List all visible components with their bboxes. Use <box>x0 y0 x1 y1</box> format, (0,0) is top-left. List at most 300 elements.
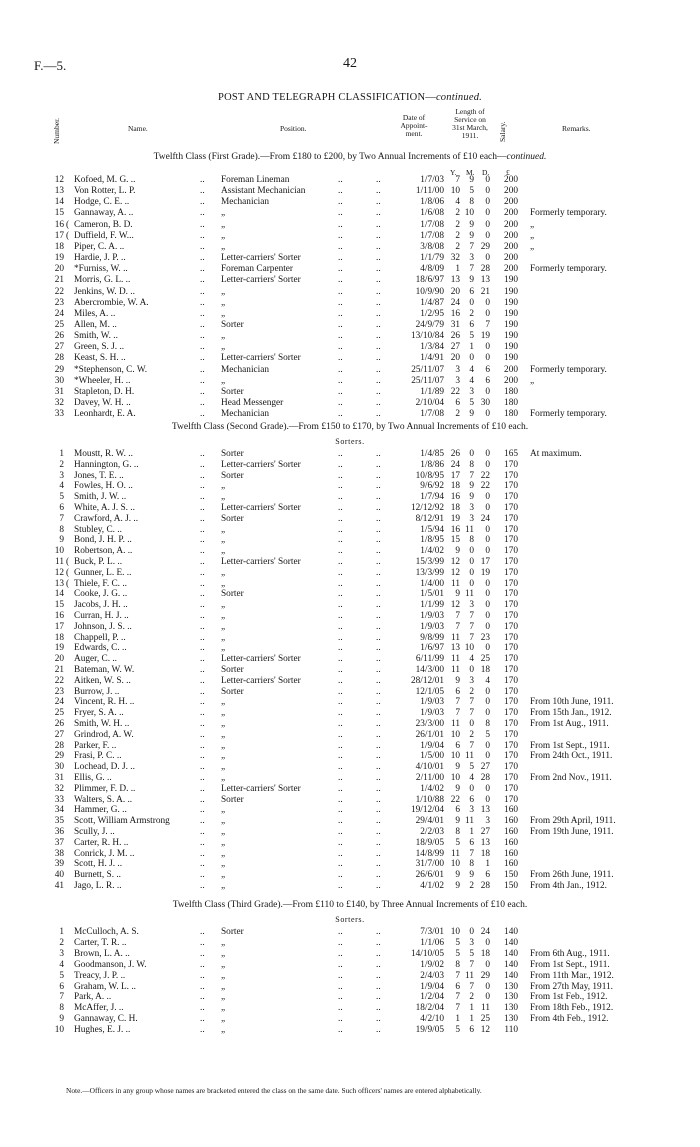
service-months: 4 <box>469 654 474 665</box>
table-row <box>0 870 700 881</box>
salary-value: 160 <box>504 827 518 837</box>
service-months: 8 <box>469 859 474 870</box>
service-months: 5 <box>469 948 474 959</box>
leader-dots: .. <box>376 783 381 794</box>
leader-dots: .. <box>200 1025 205 1036</box>
service-months: 3 <box>469 503 474 513</box>
table-row <box>0 960 700 971</box>
service-days: 19 <box>480 331 490 342</box>
appointment-date: 18/9/05 <box>415 837 444 848</box>
service-years: 3 <box>455 375 460 386</box>
officer-position: „ <box>221 708 226 719</box>
salary-value: 170 <box>504 794 518 805</box>
leader-dots: .. <box>376 751 381 762</box>
salary-value: 190 <box>504 275 518 286</box>
service-days: 0 <box>485 253 490 264</box>
appointment-date: 9/6/92 <box>420 481 444 492</box>
officer-position: Sorter <box>221 794 244 805</box>
row-number: 18 <box>54 241 64 252</box>
service-days: 24 <box>480 927 490 937</box>
leader-dots: .. <box>200 409 205 420</box>
service-months: 0 <box>469 567 474 578</box>
table-row <box>0 773 700 784</box>
leader-dots: .. <box>338 175 343 185</box>
salary-value: 170 <box>504 643 518 654</box>
officer-position: „ <box>221 697 226 708</box>
leader-dots: .. <box>200 459 205 470</box>
salary-value: 170 <box>504 751 518 762</box>
service-months: 2 <box>469 729 474 740</box>
row-number: 25 <box>54 319 64 330</box>
row-number: 32 <box>54 783 64 794</box>
leader-dots: .. <box>200 308 205 319</box>
officer-position: „ <box>221 643 226 654</box>
officer-name: Hughes, E. J. .. <box>74 1025 131 1036</box>
table-row <box>0 1003 700 1014</box>
table-row <box>0 719 700 730</box>
row-number: 9 <box>59 535 64 546</box>
officer-name: Keast, S. H. .. <box>74 353 126 364</box>
appointment-date: 2/10/04 <box>415 398 444 408</box>
row-number: 2 <box>59 937 64 948</box>
leader-dots: .. <box>200 386 205 397</box>
salary-value: 170 <box>504 535 518 546</box>
leader-dots: .. <box>376 503 381 513</box>
service-years: 6 <box>455 805 460 816</box>
service-days: 0 <box>485 208 490 219</box>
row-number: 25 <box>54 708 64 719</box>
service-months: 9 <box>469 175 474 185</box>
service-months: 3 <box>469 513 474 524</box>
leader-dots: .. <box>338 557 343 567</box>
officer-name: Cameron, B. D. <box>74 219 133 230</box>
leader-dots: .. <box>200 253 205 264</box>
service-days: 0 <box>485 230 490 241</box>
leader-dots: .. <box>376 859 381 870</box>
table-row <box>0 971 700 982</box>
leader-dots: .. <box>376 1014 381 1025</box>
table-row <box>0 331 700 342</box>
service-months: 1 <box>469 1003 474 1014</box>
officer-position: Letter-carriers' Sorter <box>221 275 301 286</box>
leader-dots: .. <box>376 481 381 492</box>
service-years: 10 <box>450 729 460 740</box>
officer-position: „ <box>221 535 226 546</box>
officer-name: Hannington, G. .. <box>74 459 139 470</box>
salary-value: 190 <box>504 319 518 330</box>
leader-dots: .. <box>376 557 381 567</box>
table-row <box>0 342 700 353</box>
column-headers <box>0 108 700 148</box>
leader-dots: .. <box>376 546 381 557</box>
table-row <box>0 220 700 231</box>
table-row <box>0 460 700 471</box>
leader-dots: .. <box>376 297 381 308</box>
row-number: 4 <box>59 481 64 492</box>
leader-dots: .. <box>338 481 343 492</box>
service-months: 4 <box>469 773 474 783</box>
leader-dots: .. <box>376 948 381 959</box>
remarks-text: Formerly temporary. <box>530 409 607 420</box>
leader-dots: .. <box>376 535 381 546</box>
service-months: 5 <box>469 186 474 197</box>
appointment-date: 8/12/91 <box>415 513 444 524</box>
leader-dots: .. <box>338 535 343 546</box>
service-days: 0 <box>485 492 490 503</box>
salary-value: 170 <box>504 762 518 773</box>
appointment-date: 1/2/04 <box>420 992 444 1003</box>
leader-dots: .. <box>338 740 343 751</box>
table-row <box>0 546 700 557</box>
officer-name: Bond, J. H. P. .. <box>74 535 132 546</box>
service-months: 8 <box>469 459 474 470</box>
service-months: 9 <box>469 492 474 503</box>
service-years: 4 <box>455 197 460 208</box>
leader-dots: .. <box>338 264 343 275</box>
officer-name: Bateman, W. W. <box>74 665 135 675</box>
service-years: 5 <box>455 837 460 848</box>
appointment-date: 1/8/95 <box>420 535 444 546</box>
officer-name: *Stephenson, C. W. <box>74 364 148 375</box>
leader-dots: .. <box>338 353 343 364</box>
service-years: 10 <box>450 773 460 783</box>
table-row <box>0 409 700 420</box>
appointment-date: 24/9/79 <box>415 319 444 330</box>
service-years: 18 <box>450 481 460 492</box>
service-years: 11 <box>451 665 460 675</box>
service-years: 27 <box>450 342 460 353</box>
service-years: 26 <box>450 331 460 342</box>
service-months: 11 <box>465 589 474 600</box>
appointment-date: 1/6/08 <box>420 208 444 219</box>
leader-dots: .. <box>200 837 205 848</box>
service-years: 26 <box>450 449 460 459</box>
table-row <box>0 353 700 364</box>
table-row <box>0 708 700 719</box>
service-days: 0 <box>485 386 490 397</box>
row-number: 14 <box>54 589 64 600</box>
leader-dots: .. <box>338 342 343 353</box>
bracket-mark: ( <box>66 557 70 567</box>
officer-position: „ <box>221 948 226 959</box>
leader-dots: .. <box>376 870 381 881</box>
appointment-date: 18/2/04 <box>415 1003 444 1014</box>
officer-position: Sorter <box>221 686 244 697</box>
col-length: Length of Service on 31st March, 1911. <box>452 107 488 140</box>
remarks-text: „ <box>530 230 535 241</box>
salary-value: 200 <box>504 208 518 219</box>
appointment-date: 1/8/06 <box>420 197 444 208</box>
leader-dots: .. <box>200 870 205 881</box>
officer-position: „ <box>221 837 226 848</box>
service-months: 9 <box>469 219 474 230</box>
officer-position: „ <box>221 1014 226 1025</box>
appointment-date: 4/10/01 <box>415 762 444 773</box>
leader-dots: .. <box>376 970 381 981</box>
service-days: 0 <box>485 503 490 513</box>
remarks-text: From 1st Sept., 1911. <box>530 740 610 751</box>
service-days: 19 <box>480 567 490 578</box>
salary-value: 150 <box>504 881 518 891</box>
table-row <box>0 525 700 536</box>
row-number: 36 <box>54 827 64 837</box>
leader-dots: .. <box>200 773 205 783</box>
service-months: 8 <box>469 535 474 546</box>
service-years: 11 <box>451 578 460 589</box>
salary-value: 170 <box>504 654 518 665</box>
salary-value: 200 <box>504 375 518 386</box>
leader-dots: .. <box>200 241 205 252</box>
officer-name: Fowles, H. O. .. <box>74 481 133 492</box>
officer-name: Morris, G. L. .. <box>74 275 131 286</box>
row-number: 28 <box>54 353 64 364</box>
officer-position: „ <box>221 308 226 319</box>
table-row <box>0 376 700 387</box>
service-years: 9 <box>455 589 460 600</box>
remarks-text: From 1st Sept., 1911. <box>530 959 610 970</box>
service-years: 6 <box>455 740 460 751</box>
service-months: 3 <box>469 386 474 397</box>
leader-dots: .. <box>376 197 381 208</box>
officer-name: *Wheeler, H. .. <box>74 375 131 386</box>
service-days: 18 <box>480 848 490 859</box>
row-number: 7 <box>59 513 64 524</box>
service-days: 28 <box>480 773 490 783</box>
service-days: 24 <box>480 513 490 524</box>
leader-dots: .. <box>200 481 205 492</box>
leader-dots: .. <box>376 708 381 719</box>
row-number: 31 <box>54 773 64 783</box>
leader-dots: .. <box>338 1014 343 1025</box>
leader-dots: .. <box>376 589 381 600</box>
table-row <box>0 633 700 644</box>
appointment-date: 19/9/05 <box>415 1025 444 1036</box>
table-row <box>0 687 700 698</box>
officer-position: „ <box>221 492 226 503</box>
service-months: 7 <box>469 264 474 275</box>
officer-name: Jenkins, W. D. .. <box>74 286 135 297</box>
row-number: 6 <box>59 981 64 992</box>
service-months: 0 <box>469 578 474 589</box>
officer-position: Sorter <box>221 589 244 600</box>
row-number: 12 <box>54 175 64 185</box>
row-number: 30 <box>54 762 64 773</box>
salary-value: 170 <box>504 492 518 503</box>
table-row <box>0 938 700 949</box>
table-row <box>0 676 700 687</box>
leader-dots: .. <box>200 513 205 524</box>
row-number: 27 <box>54 729 64 740</box>
leader-dots: .. <box>338 675 343 686</box>
row-number: 20 <box>54 654 64 665</box>
appointment-date: 1/4/02 <box>420 546 444 557</box>
service-months: 3 <box>469 253 474 264</box>
appointment-date: 1/1/79 <box>420 253 444 264</box>
table-row <box>0 859 700 870</box>
leader-dots: .. <box>376 827 381 837</box>
salary-value: 170 <box>504 783 518 794</box>
leader-dots: .. <box>200 783 205 794</box>
officer-name: Abercrombie, W. A. <box>74 297 149 308</box>
salary-value: 130 <box>504 1014 518 1025</box>
leader-dots: .. <box>200 848 205 859</box>
officer-position: „ <box>221 230 226 241</box>
service-months: 7 <box>469 241 474 252</box>
leader-dots: .. <box>338 773 343 783</box>
table-row <box>0 535 700 546</box>
leader-dots: .. <box>338 459 343 470</box>
leader-dots: .. <box>376 219 381 230</box>
officer-name: Smith, J. W. .. <box>74 492 127 503</box>
appointment-date: 4/8/09 <box>420 264 444 275</box>
leader-dots: .. <box>200 364 205 375</box>
leader-dots: .. <box>200 503 205 513</box>
officer-position: „ <box>221 719 226 729</box>
table-row <box>0 568 700 579</box>
salary-value: 170 <box>504 665 518 675</box>
remarks-text: From 15th Jan., 1912. <box>530 708 612 719</box>
service-days: 3 <box>485 816 490 827</box>
appointment-date: 6/11/99 <box>415 654 444 665</box>
salary-value: 170 <box>504 611 518 621</box>
service-months: 0 <box>469 557 474 567</box>
row-number: 17 <box>54 621 64 632</box>
row-number: 21 <box>54 275 64 286</box>
salary-value: 160 <box>504 805 518 816</box>
leader-dots: .. <box>338 719 343 729</box>
table-row <box>0 557 700 568</box>
service-months: 0 <box>469 927 474 937</box>
salary-value: 170 <box>504 600 518 611</box>
service-years: 31 <box>450 319 460 330</box>
officer-name: Edwards, C. .. <box>74 643 127 654</box>
row-number: 7 <box>59 992 64 1003</box>
row-number: 10 <box>54 546 64 557</box>
remarks-text: From 4th Jan., 1912. <box>530 881 607 891</box>
service-days: 23 <box>480 632 490 643</box>
appointment-date: 1/4/85 <box>420 449 444 459</box>
leader-dots: .. <box>376 524 381 535</box>
salary-value: 140 <box>504 937 518 948</box>
salary-value: 150 <box>504 870 518 881</box>
service-years: 7 <box>455 175 460 185</box>
officer-name: Crawford, A. J. .. <box>74 513 139 524</box>
salary-value: 170 <box>504 708 518 719</box>
leader-dots: .. <box>338 686 343 697</box>
service-months: 2 <box>469 992 474 1003</box>
leader-dots: .. <box>200 557 205 567</box>
salary-value: 160 <box>504 859 518 870</box>
service-months: 6 <box>469 837 474 848</box>
leader-dots: .. <box>338 697 343 708</box>
leader-dots: .. <box>338 386 343 397</box>
service-days: 0 <box>485 219 490 230</box>
leader-dots: .. <box>200 740 205 751</box>
leader-dots: .. <box>200 297 205 308</box>
row-number: 8 <box>59 1003 64 1014</box>
appointment-date: 1/3/84 <box>420 342 444 353</box>
table-row <box>0 992 700 1003</box>
table-row <box>0 449 700 460</box>
service-days: 0 <box>485 186 490 197</box>
officer-name: Treacy, J. P. .. <box>74 970 126 981</box>
service-days: 0 <box>485 589 490 600</box>
leader-dots: .. <box>338 859 343 870</box>
appointment-date: 1/9/03 <box>420 697 444 708</box>
service-days: 30 <box>480 398 490 408</box>
service-days: 0 <box>485 783 490 794</box>
service-years: 2 <box>455 219 460 230</box>
appointment-date: 1/7/08 <box>420 409 444 420</box>
officer-position: „ <box>221 600 226 611</box>
service-years: 11 <box>451 654 460 665</box>
salary-value: 140 <box>504 948 518 959</box>
service-months: 11 <box>465 970 474 981</box>
salary-value: 130 <box>504 981 518 992</box>
service-years: 7 <box>455 708 460 719</box>
salary-value: 170 <box>504 578 518 589</box>
service-months: 7 <box>469 848 474 859</box>
table-row <box>0 197 700 208</box>
row-number: 22 <box>54 286 64 297</box>
leader-dots: .. <box>200 805 205 816</box>
officer-name: Moustt, R. W. .. <box>74 449 133 459</box>
table-row <box>0 231 700 242</box>
leader-dots: .. <box>200 1014 205 1025</box>
service-months: 3 <box>469 805 474 816</box>
appointment-date: 1/5/01 <box>420 589 444 600</box>
service-days: 7 <box>485 319 490 330</box>
appointment-date: 14/3/00 <box>415 665 444 675</box>
service-days: 0 <box>485 546 490 557</box>
leader-dots: .. <box>200 208 205 219</box>
appointment-date: 1/1/06 <box>420 937 444 948</box>
officer-name: Cooke, J. G. .. <box>74 589 128 600</box>
salary-value: 170 <box>504 632 518 643</box>
leader-dots: .. <box>200 186 205 197</box>
appointment-date: 31/7/00 <box>415 859 444 870</box>
officer-position: „ <box>221 992 226 1003</box>
appointment-date: 1/7/03 <box>420 175 444 185</box>
remarks-text: Formerly temporary. <box>530 208 607 219</box>
salary-value: 200 <box>504 197 518 208</box>
row-number: 6 <box>59 503 64 513</box>
officer-name: Hodge, C. E. .. <box>74 197 130 208</box>
leader-dots: .. <box>200 524 205 535</box>
salary-value: 200 <box>504 219 518 230</box>
service-years: 12 <box>450 567 460 578</box>
leader-dots: .. <box>200 611 205 621</box>
row-number: 37 <box>54 837 64 848</box>
officer-position: „ <box>221 632 226 643</box>
salary-value: 180 <box>504 398 518 408</box>
service-days: 18 <box>480 665 490 675</box>
officer-name: Aitken, W. S. .. <box>74 675 131 686</box>
service-months: 3 <box>469 600 474 611</box>
officer-position: „ <box>221 848 226 859</box>
officer-position: Sorter <box>221 319 244 330</box>
officer-name: Auger, C. .. <box>74 654 118 665</box>
leader-dots: .. <box>338 881 343 891</box>
officer-name: Carter, T. R. .. <box>74 937 127 948</box>
salary-value: 170 <box>504 719 518 729</box>
leader-dots: .. <box>200 654 205 665</box>
leader-dots: .. <box>200 567 205 578</box>
leader-dots: .. <box>200 827 205 837</box>
service-days: 0 <box>485 751 490 762</box>
row-number: 24 <box>54 697 64 708</box>
service-months: 0 <box>469 449 474 459</box>
